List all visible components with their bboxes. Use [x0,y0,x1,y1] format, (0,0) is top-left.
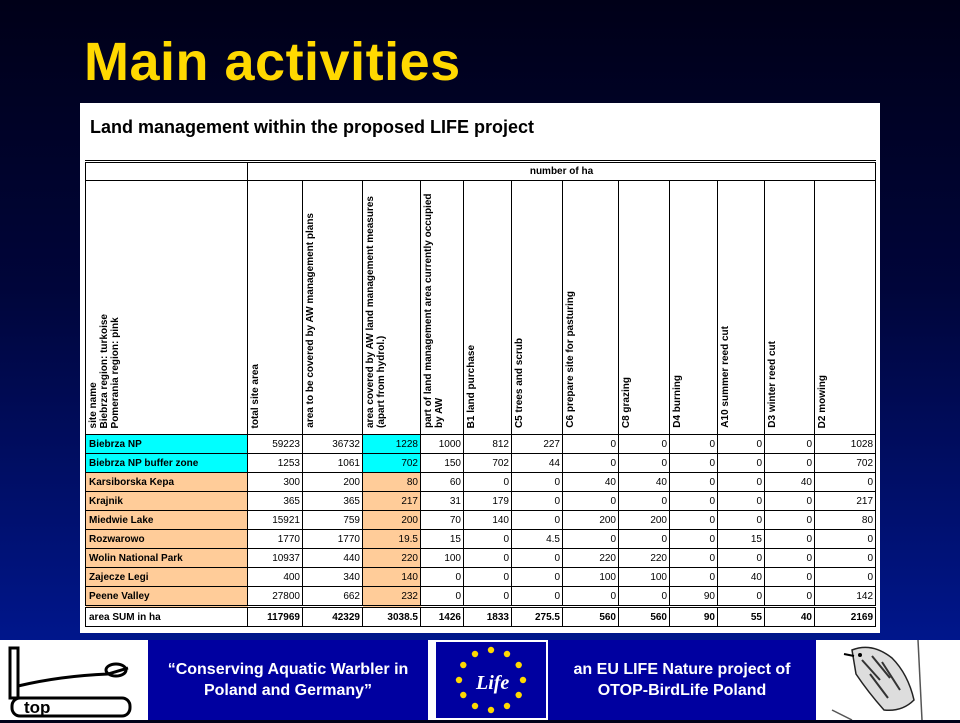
value-cell: 0 [464,587,512,607]
sum-value-cell: 560 [619,607,670,627]
value-cell: 0 [765,530,815,549]
value-cell: 80 [363,473,421,492]
value-cell: 200 [619,511,670,530]
column-header-label: area covered by AW land management measures (apart from hydrol.) [365,196,387,428]
site-name-cell: Karsiborska Kepa [86,473,248,492]
value-cell: 1228 [363,435,421,454]
value-cell: 0 [670,435,718,454]
eu-star-icon [456,677,462,683]
value-cell: 0 [670,492,718,511]
sum-row [86,607,876,627]
column-header [512,181,563,435]
value-cell: 0 [718,435,765,454]
eu-logo-text: Life [476,672,510,694]
eu-star-icon [472,651,478,657]
value-cell: 0 [619,587,670,607]
value-cell: 40 [619,473,670,492]
table-row [86,511,876,530]
value-cell: 0 [670,511,718,530]
value-cell: 1770 [303,530,363,549]
value-cell: 200 [563,511,619,530]
footer-left-text: “Conserving Aquatic Warbler in Poland and Germany” [148,640,428,720]
value-cell: 44 [512,454,563,473]
value-cell: 19.5 [363,530,421,549]
column-header [670,181,718,435]
otop-logo-icon [0,640,145,720]
value-cell: 40 [563,473,619,492]
footer [0,640,960,720]
site-name-cell: Krajnik [86,492,248,511]
value-cell: 36732 [303,435,363,454]
value-cell: 0 [464,568,512,587]
value-cell: 759 [303,511,363,530]
eu-star-icon [488,647,494,653]
column-header-label: C5 trees and scrub [514,337,525,428]
value-cell: 1253 [248,454,303,473]
value-cell: 1028 [815,435,876,454]
value-cell: 140 [363,568,421,587]
column-header [563,181,619,435]
value-cell: 702 [815,454,876,473]
value-cell: 0 [512,492,563,511]
value-cell: 0 [563,530,619,549]
eu-star-icon [504,703,510,709]
value-cell: 0 [619,435,670,454]
column-header-label: A10 summer reed cut [720,326,731,428]
value-cell: 400 [248,568,303,587]
column-header [464,181,512,435]
sum-value-cell: 42329 [303,607,363,627]
column-header-label: C6 prepare site for pasturing [565,291,576,428]
sum-value-cell: 40 [765,607,815,627]
value-cell: 812 [464,435,512,454]
value-cell: 217 [815,492,876,511]
eu-star-icon [488,707,494,713]
value-cell: 227 [512,435,563,454]
value-cell: 100 [563,568,619,587]
value-cell: 440 [303,549,363,568]
value-cell: 40 [718,568,765,587]
table-row [86,568,876,587]
value-cell: 0 [718,454,765,473]
sum-label-cell: area SUM in ha [86,607,248,627]
value-cell: 0 [765,587,815,607]
value-cell: 0 [765,435,815,454]
eu-life-logo [436,642,546,718]
value-cell: 702 [363,454,421,473]
value-cell: 0 [765,568,815,587]
table-row [86,549,876,568]
eu-star-icon [520,677,526,683]
land-management-table [85,160,876,627]
value-cell: 15 [421,530,464,549]
value-cell: 70 [421,511,464,530]
value-cell: 4.5 [512,530,563,549]
value-cell: 0 [512,587,563,607]
table-row [86,435,876,454]
sum-value-cell: 1833 [464,607,512,627]
table-row [86,530,876,549]
value-cell: 1770 [248,530,303,549]
eu-stars-icon [436,642,546,718]
value-cell: 15 [718,530,765,549]
column-header [765,181,815,435]
column-header-site-name [86,181,248,435]
column-header-label: part of land management area currently occupied by AW [423,193,445,428]
sum-value-cell: 560 [563,607,619,627]
column-header-label: B1 land purchase [466,344,477,428]
eu-star-icon [460,662,466,668]
column-header-label: D2 mowing [817,374,828,428]
value-cell: 0 [563,587,619,607]
value-cell: 10937 [248,549,303,568]
svg-text:top: top [24,698,51,717]
value-cell: 365 [303,492,363,511]
value-cell: 100 [619,568,670,587]
value-cell: 100 [421,549,464,568]
column-header [718,181,765,435]
column-header [619,181,670,435]
column-header-label: total site area [250,363,261,428]
site-name-cell: Biebrza NP [86,435,248,454]
value-cell: 140 [464,511,512,530]
column-header [421,181,464,435]
column-header [248,181,303,435]
table-row [86,492,876,511]
value-cell: 0 [670,473,718,492]
value-cell: 1000 [421,435,464,454]
value-cell: 0 [512,568,563,587]
sum-value-cell: 117969 [248,607,303,627]
value-cell: 662 [303,587,363,607]
value-cell: 0 [670,454,718,473]
value-cell: 0 [563,435,619,454]
table-row [86,454,876,473]
table-panel [80,103,880,633]
value-cell: 0 [563,492,619,511]
value-cell: 0 [464,549,512,568]
value-cell: 220 [563,549,619,568]
site-name-cell: Zajecze Legi [86,568,248,587]
value-cell: 300 [248,473,303,492]
column-header-label: area to be covered by AW management plans [305,213,316,428]
value-cell: 0 [421,587,464,607]
value-cell: 0 [619,492,670,511]
value-cell: 0 [765,549,815,568]
column-header [303,181,363,435]
value-cell: 0 [512,473,563,492]
column-header-label: D3 winter reed cut [767,341,778,428]
value-cell: 0 [718,492,765,511]
table-caption: Land management within the proposed LIFE project [90,117,535,137]
table-row [86,473,876,492]
value-cell: 0 [765,492,815,511]
eu-star-icon [460,692,466,698]
value-cell: 0 [718,473,765,492]
value-cell: 0 [464,473,512,492]
eu-star-icon [504,651,510,657]
aquatic-warbler-drawing-icon [822,640,960,720]
column-header-label: C8 grazing [621,376,632,428]
footer-right-text: an EU LIFE Nature project of OTOP-BirdLife Poland [548,640,816,720]
value-cell: 150 [421,454,464,473]
value-cell: 1061 [303,454,363,473]
value-cell: 0 [421,568,464,587]
value-cell: 80 [815,511,876,530]
value-cell: 220 [619,549,670,568]
value-cell: 0 [619,530,670,549]
value-cell: 15921 [248,511,303,530]
value-cell: 220 [363,549,421,568]
column-header [815,181,876,435]
site-name-cell: Rozwarowo [86,530,248,549]
column-header-label: D4 burning [672,375,683,428]
value-cell: 179 [464,492,512,511]
eu-star-icon [472,703,478,709]
value-cell: 0 [815,568,876,587]
value-cell: 0 [718,511,765,530]
value-cell: 0 [563,454,619,473]
value-cell: 200 [363,511,421,530]
value-cell: 0 [670,549,718,568]
eu-star-icon [516,662,522,668]
value-cell: 40 [765,473,815,492]
value-cell: 702 [464,454,512,473]
value-cell: 340 [303,568,363,587]
eu-star-icon [516,692,522,698]
value-cell: 0 [815,473,876,492]
value-cell: 200 [303,473,363,492]
sum-value-cell: 90 [670,607,718,627]
sum-value-cell: 1426 [421,607,464,627]
group-header: number of ha [248,162,876,181]
value-cell: 60 [421,473,464,492]
site-name-cell: Peene Valley [86,587,248,607]
value-cell: 0 [718,587,765,607]
value-cell: 0 [718,549,765,568]
column-header [363,181,421,435]
value-cell: 0 [464,530,512,549]
slide-title: Main activities [84,32,461,92]
value-cell: 0 [765,511,815,530]
sum-value-cell: 55 [718,607,765,627]
sum-value-cell: 275.5 [512,607,563,627]
column-header-label: site name Biebrza region: turkoise Pomerania region: pink [88,313,121,428]
value-cell: 0 [815,549,876,568]
value-cell: 90 [670,587,718,607]
value-cell: 0 [512,549,563,568]
value-cell: 365 [248,492,303,511]
value-cell: 0 [512,511,563,530]
value-cell: 0 [670,568,718,587]
site-name-cell: Miedwie Lake [86,511,248,530]
value-cell: 217 [363,492,421,511]
value-cell: 27800 [248,587,303,607]
group-header-row [86,162,876,181]
value-cell: 31 [421,492,464,511]
value-cell: 0 [619,454,670,473]
column-header-row [86,181,876,435]
sum-value-cell: 2169 [815,607,876,627]
sum-value-cell: 3038.5 [363,607,421,627]
site-name-cell: Wolin National Park [86,549,248,568]
value-cell: 0 [765,454,815,473]
value-cell: 0 [670,530,718,549]
value-cell: 232 [363,587,421,607]
site-name-cell: Biebrza NP buffer zone [86,454,248,473]
value-cell: 0 [815,530,876,549]
table-row [86,587,876,607]
value-cell: 142 [815,587,876,607]
value-cell: 59223 [248,435,303,454]
